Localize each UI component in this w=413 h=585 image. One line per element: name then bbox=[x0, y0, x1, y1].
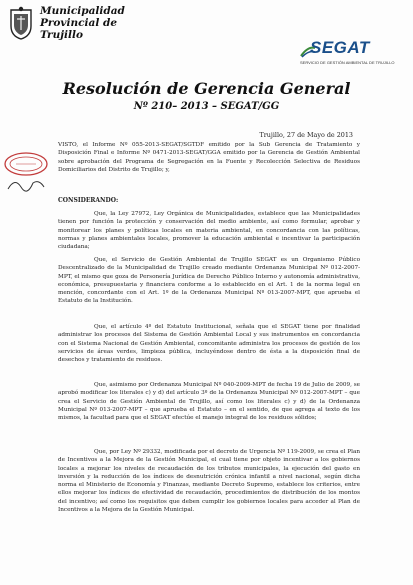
signature-icon bbox=[5, 175, 47, 195]
muni-line-1: Municipalidad bbox=[40, 5, 125, 17]
municipality-name bbox=[40, 5, 125, 41]
muni-line-2: Provincial de bbox=[40, 17, 118, 29]
paragraph-4: Que, asimismo por Ordenanza Municipal Nº 040-2009-MPT de fecha 19 de Julio de 2009, se aprobó modificar los literales c) y d) del artículo 3º de la Ordenanza Municipal Nº 012-2007-MPT – que crea el Servicio de Gestión Ambiental de Trujillo, así como los literales c) y d) de la Ordenanza Municipal Nº 013-2007-MPT – que aprueba el Estatuto – en el sentido, de que agrega al texto de los mismos, la facultad para que el SEGAT efectúe el manejo integral de los residuos sólidos; bbox=[58, 382, 360, 422]
muni-line-3: Trujillo bbox=[40, 29, 83, 41]
paragraph-3: Que, el artículo 4º del Estatuto Institucional, señala que el SEGAT tiene por finalidad administrar los procesos del Sistema de Gestión Ambiental Local y sus instrumentos en concordancia con el Sistema Nacional de Gestión Ambiental, concomitante administra los procesos de gestión de los servicios de áreas verdes, limpieza pública, incluyéndose dentro de ésta a la disposición final de desechos y tratamiento de residuos. bbox=[58, 324, 360, 364]
segat-logo bbox=[300, 36, 410, 66]
considerando-heading: CONSIDERANDO: bbox=[58, 197, 119, 204]
approval-stamp-icon bbox=[2, 150, 50, 178]
resolution-title: Resolución de Gerencia General bbox=[62, 79, 351, 98]
paragraph-5: Que, por Ley Nº 29332, modificada por el decreto de Urgencia Nº 119-2009, se crea el Plan de Incentivos a la Mejora de la Gestión Municipal, el cual tiene por objeto incentivar a los gobiernos locales a mejorar los niveles de recaudación de los tributos municipales, la ejecución del gasto en inversión y la reducción de los índices de desnutrición crónica infantil a nivel nacional, según dicha norma el Ministerio de Economía y Finanzas, mediante Decreto Supremo, establece los criterios, entre ellos mejorar los índices de efectividad de recaudación, procedimientos de distribución de los montos del incentivo; así como los requisitos que deben cumplir los gobiernos locales para acceder al Plan de Incentivos a la Mejora de la Gestión Municipal. bbox=[58, 449, 360, 514]
paragraph-1: Que, la Ley 27972, Ley Orgánica de Municipalidades, establece que las Municipalidades tienen por función la protección y conservación del medio ambiente, así como formular, aprobar y monitorear los planes y políticas locales en materia ambiental, en concordancia con las políticas, normas y planes ambientales locales, promover la educación ambiental e incentivar la participación ciudadana; bbox=[58, 211, 360, 251]
municipal-crest-icon bbox=[8, 6, 34, 40]
resolution-number: Nº 210– 2013 – SEGAT/GG bbox=[133, 101, 280, 112]
segat-logo-text: SEGAT bbox=[310, 38, 370, 57]
resolution-date: Trujillo, 27 de Mayo de 2013 bbox=[259, 131, 353, 139]
paragraph-2: Que, el Servicio de Gestión Ambiental de Trujillo SEGAT es un Organismo Público Descentralizado de la Municipalidad de Trujillo creado mediante Ordenanza Municipal Nº 012-2007-MPT, el mismo que goza de Personería Jurídica de Derecho Público Interno y autonomía administrativa, económica, presupuestaria y financiera conforme a lo establecido en el Art. 1 de la norma legal en mención, concordante con el Art. 1º de la Ordenanza Municipal Nº 013-2007-MPT, que aprueba el Estatuto de la Institución. bbox=[58, 257, 360, 305]
visto-paragraph: VISTO, el Informe Nº 055-2013-SEGAT/SGTDF emitido por la Sub Gerencia de Tratamiento y Disposición Final e Informe Nº 0471-2013-SEGAT/GGA emitido por la Gerencia de Gestión Ambiental sobre aprobación del Programa de Segregación en la Fuente y Recolección Selectiva de Residuos Domiciliarios del Distrito de Trujillo; y, bbox=[58, 142, 360, 173]
segat-subtitle: SERVICIO DE GESTIÓN AMBIENTAL DE TRUJILLO bbox=[300, 60, 395, 65]
